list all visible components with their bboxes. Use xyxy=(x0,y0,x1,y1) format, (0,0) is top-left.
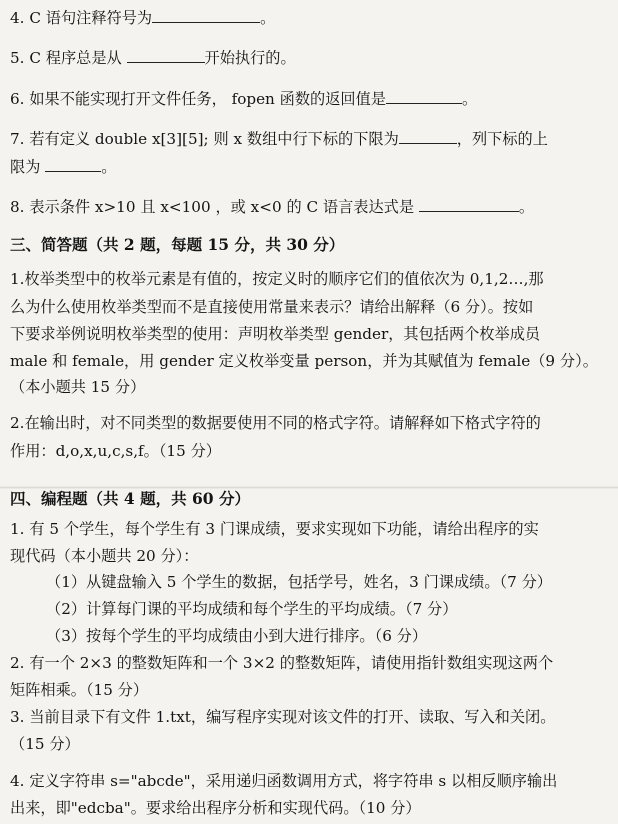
question-text: 。 xyxy=(518,198,535,216)
question-text: 5. C 程序总是从 xyxy=(10,49,127,67)
fill-question-7 xyxy=(10,128,612,150)
programming-q4-line: 出来，即"edcba"。要求给出程序分析和实现代码。（10 分） xyxy=(10,799,421,817)
question-text: ，列下标的上 xyxy=(456,130,548,148)
programming-q1-line: 1. 有 5 个学生，每个学生有 3 门课成绩，要求实现如下功能，请给出程序的实 xyxy=(10,520,539,538)
short-answer-q1-line: 么为什么使用枚举类型而不是直接使用常量来表示？请给出解释（6 分）。按如 xyxy=(10,298,534,316)
fill-question-7-cont xyxy=(10,156,612,178)
question-text: 8. 表示条件 x>10 且 x<100 ，或 x<0 的 C 语言表达式是 xyxy=(10,198,419,216)
answer-blank xyxy=(399,129,457,144)
question-text: 限为 xyxy=(10,158,46,176)
answer-blank xyxy=(386,89,462,104)
programming-q3-line: 3. 当前目录下有文件 1.txt，编写程序实现对该文件的打开、读取、写入和关闭。 xyxy=(10,708,556,726)
short-answer-q1-line: 下要求举例说明枚举类型的使用：声明枚举类型 gender，其包括两个枚举成员 xyxy=(10,325,541,343)
short-answer-q1-line: （本小题共 15 分） xyxy=(10,378,146,396)
question-text: 6. 如果不能实现打开文件任务， fopen 函数的返回值是 xyxy=(10,90,386,108)
question-text: 。 xyxy=(260,9,276,27)
question-text: 。 xyxy=(461,90,478,108)
answer-blank xyxy=(45,157,101,172)
short-answer-q1-line: male 和 female，用 gender 定义枚举变量 person，并为其赋值为 female（9 分）。 xyxy=(10,352,598,370)
programming-q2-line: 矩阵相乘。（15 分） xyxy=(10,681,149,699)
programming-q4-line: 4. 定义字符串 s="abcde"，采用递归函数调用方式，将字符串 s 以相反顺序输出 xyxy=(10,772,558,790)
fill-question-6 xyxy=(10,88,612,110)
fill-question-8 xyxy=(10,196,612,218)
section-heading-programming: 四、编程题（共 4 题，共 60 分） xyxy=(10,489,250,508)
question-text: 7. 若有定义 double x[3][5]; 则 x 数组中行下标的下限为 xyxy=(10,130,399,148)
question-text: 。 xyxy=(101,158,117,176)
programming-q1-line: 现代码（本小题共 20 分）： xyxy=(10,547,199,565)
short-answer-q2-line: 作用：d,o,x,u,c,s,f。（15 分） xyxy=(10,442,221,460)
short-answer-q1-line: 1.枚举类型中的枚举元素是有值的，按定义时的顺序它们的值依次为 0,1,2…,那 xyxy=(10,270,544,288)
fill-question-4 xyxy=(10,7,612,29)
programming-q1-item: （3）按每个学生的平均成绩由小到大进行排序。（6 分） xyxy=(46,627,428,645)
question-text: 开始执行的。 xyxy=(204,49,296,67)
answer-blank xyxy=(152,8,260,23)
short-answer-q2-line: 2.在输出时，对不同类型的数据要使用不同的格式字符。请解释如下格式字符的 xyxy=(10,414,541,432)
section-heading-short-answer: 三、简答题（共 2 题，每题 15 分，共 30 分） xyxy=(10,235,345,254)
programming-q2-line: 2. 有一个 2×3 的整数矩阵和一个 3×2 的整数矩阵，请使用指针数组实现这两个 xyxy=(10,654,554,672)
answer-blank xyxy=(419,197,519,212)
programming-q3-line: （15 分） xyxy=(10,735,80,753)
fill-question-5 xyxy=(10,47,612,69)
programming-q1-item: （1）从键盘输入 5 个学生的数据，包括学号，姓名，3 门课成绩。（7 分） xyxy=(46,573,552,591)
answer-blank xyxy=(127,48,205,63)
question-text: 4. C 语句注释符号为 xyxy=(10,9,153,27)
programming-q1-item: （2）计算每门课的平均成绩和每个学生的平均成绩。（7 分） xyxy=(46,600,458,618)
